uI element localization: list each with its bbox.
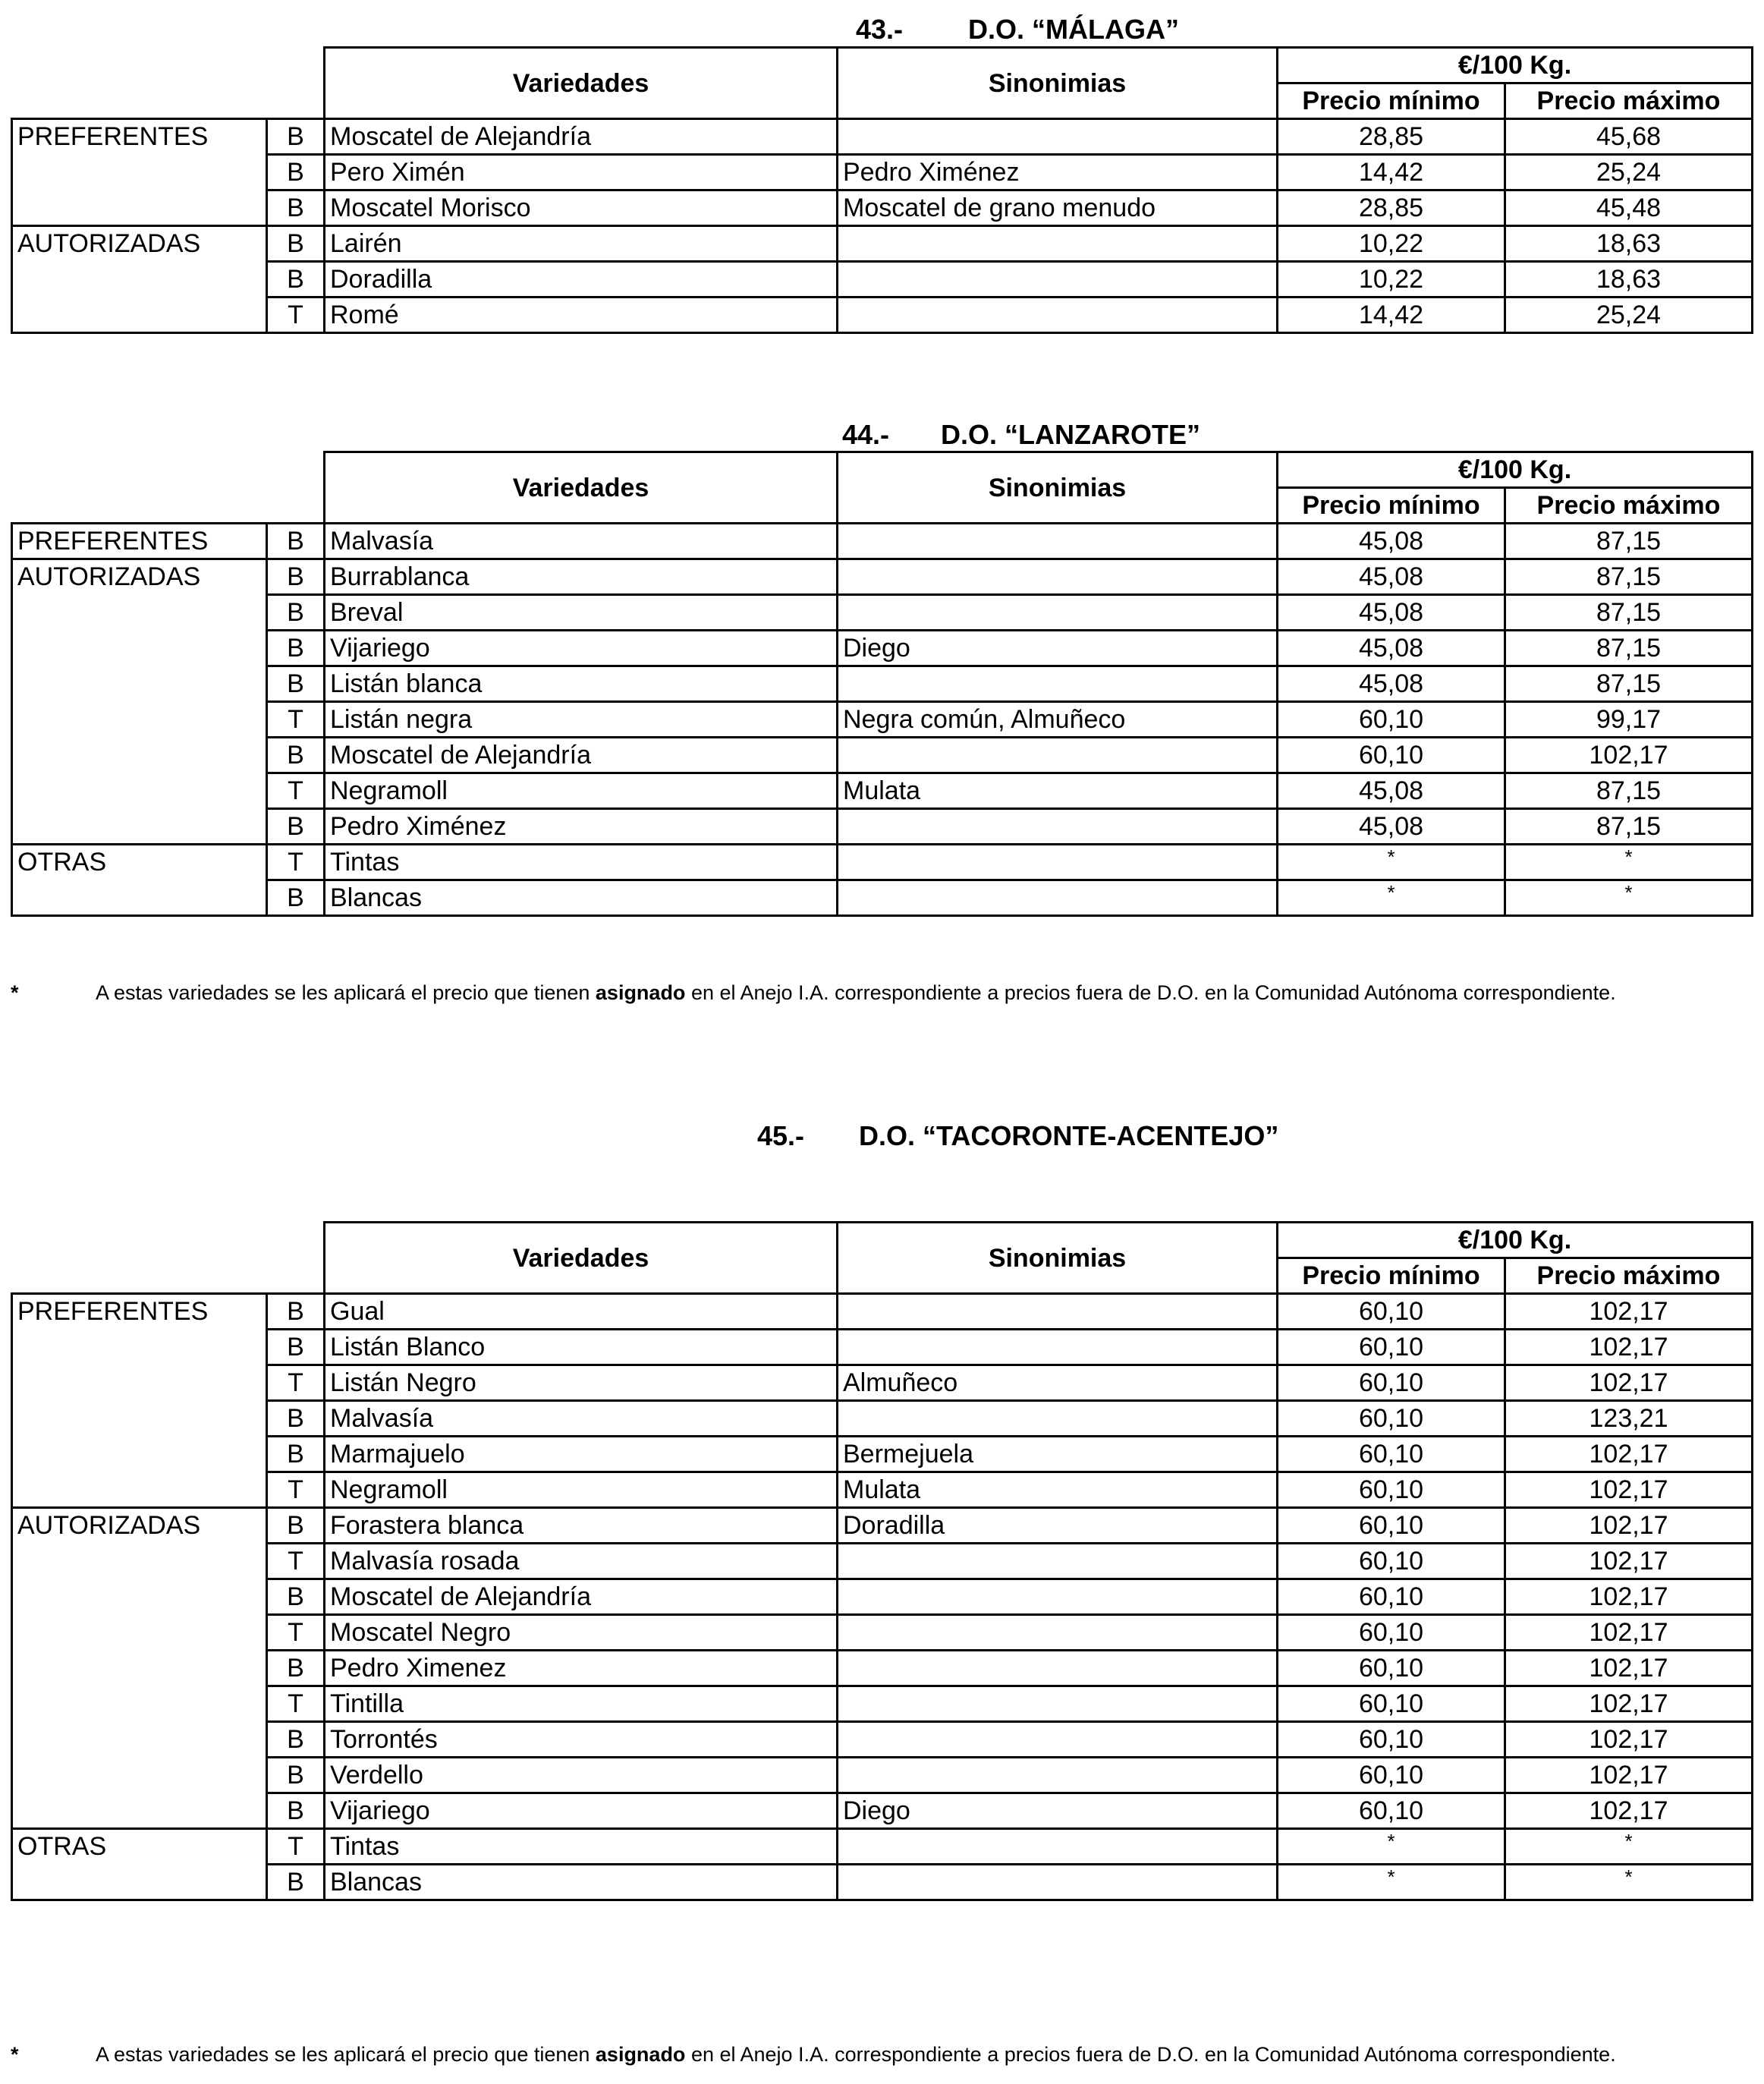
synonym: Diego [838, 631, 1278, 666]
price-min: 60,10 [1278, 1401, 1505, 1437]
price-min: * [1278, 880, 1505, 916]
variety-name: Malvasía rosada [325, 1544, 838, 1579]
price-max: 102,17 [1505, 738, 1753, 773]
synonym [838, 1722, 1278, 1758]
header-unit: €/100 Kg. [1278, 452, 1753, 488]
color-type: B [267, 631, 325, 666]
price-min: 60,10 [1278, 1686, 1505, 1722]
variety-name: Malvasía [325, 1401, 838, 1437]
category-label: OTRAS [12, 1829, 267, 1900]
price-table-tacoronte [11, 1221, 1753, 1901]
header-blank [12, 48, 325, 119]
color-type: T [267, 1472, 325, 1508]
table-row [12, 297, 1753, 333]
section-43-heading [856, 14, 1179, 46]
color-type: B [267, 524, 325, 559]
synonym: Moscatel de grano menudo [838, 190, 1278, 226]
price-min: 60,10 [1278, 1437, 1505, 1472]
color-type: B [267, 559, 325, 595]
price-min: 45,08 [1278, 809, 1505, 845]
color-type: T [267, 845, 325, 880]
price-max: 87,15 [1505, 773, 1753, 809]
price-min: * [1278, 1829, 1505, 1865]
table-row [12, 1330, 1753, 1365]
table-row [12, 190, 1753, 226]
variety-name: Listán Negro [325, 1365, 838, 1401]
price-max: 25,24 [1505, 155, 1753, 190]
color-type: B [267, 1722, 325, 1758]
synonym [838, 1579, 1278, 1615]
header-precio-maximo: Precio máximo [1505, 1258, 1753, 1294]
variety-name: Listán Blanco [325, 1330, 838, 1365]
section-45-heading [757, 1120, 1278, 1152]
price-max: * [1505, 880, 1753, 916]
price-min: 60,10 [1278, 1544, 1505, 1579]
table-row [12, 1401, 1753, 1437]
color-type: T [267, 1686, 325, 1722]
synonym: Mulata [838, 1472, 1278, 1508]
price-max: 87,15 [1505, 524, 1753, 559]
color-type: T [267, 1365, 325, 1401]
variety-name: Burrablanca [325, 559, 838, 595]
price-max: 45,68 [1505, 119, 1753, 155]
color-type: B [267, 1579, 325, 1615]
header-precio-minimo: Precio mínimo [1278, 83, 1505, 119]
price-min: 60,10 [1278, 1651, 1505, 1686]
variety-name: Moscatel de Alejandría [325, 119, 838, 155]
variety-name: Moscatel de Alejandría [325, 1579, 838, 1615]
header-row [12, 48, 1753, 83]
variety-name: Tintilla [325, 1686, 838, 1722]
synonym: Pedro Ximénez [838, 155, 1278, 190]
footnote-text-a: A estas variedades se les aplicará el precio que tienen [96, 981, 596, 1004]
header-variedades: Variedades [325, 1223, 838, 1294]
price-max: * [1505, 1865, 1753, 1900]
synonym [838, 666, 1278, 702]
table-row [12, 1365, 1753, 1401]
variety-name: Breval [325, 595, 838, 631]
price-min: 45,08 [1278, 773, 1505, 809]
category-label: PREFERENTES [12, 119, 267, 226]
price-max: 87,15 [1505, 809, 1753, 845]
price-table-malaga [11, 46, 1753, 334]
table-row [12, 1472, 1753, 1508]
synonym [838, 738, 1278, 773]
color-type: B [267, 666, 325, 702]
color-type: T [267, 1615, 325, 1651]
price-min: 10,22 [1278, 226, 1505, 262]
footnote-bold: asignado [595, 981, 686, 1004]
synonym [838, 595, 1278, 631]
header-sinonimias: Sinonimias [838, 1223, 1278, 1294]
category-label: AUTORIZADAS [12, 226, 267, 333]
color-type: B [267, 595, 325, 631]
color-type: B [267, 738, 325, 773]
section-44-heading [842, 419, 1200, 451]
header-unit: €/100 Kg. [1278, 48, 1753, 83]
price-max: 102,17 [1505, 1722, 1753, 1758]
table-row [12, 773, 1753, 809]
footnote-1 [11, 979, 1751, 1006]
variety-name: Romé [325, 297, 838, 333]
price-max: 102,17 [1505, 1472, 1753, 1508]
synonym: Bermejuela [838, 1437, 1278, 1472]
variety-name: Blancas [325, 1865, 838, 1900]
price-max: * [1505, 845, 1753, 880]
synonym [838, 1758, 1278, 1793]
price-max: 87,15 [1505, 631, 1753, 666]
price-min: 45,08 [1278, 595, 1505, 631]
color-type: T [267, 702, 325, 738]
category-label: OTRAS [12, 845, 267, 916]
variety-name: Moscatel Morisco [325, 190, 838, 226]
price-min: 60,10 [1278, 1508, 1505, 1544]
header-blank [12, 452, 325, 524]
header-variedades: Variedades [325, 48, 838, 119]
color-type: B [267, 1294, 325, 1330]
price-max: 87,15 [1505, 559, 1753, 595]
price-max: 102,17 [1505, 1651, 1753, 1686]
synonym: Negra común, Almuñeco [838, 702, 1278, 738]
synonym [838, 297, 1278, 333]
variety-name: Listán blanca [325, 666, 838, 702]
table-row [12, 1544, 1753, 1579]
table-row [12, 1294, 1753, 1330]
color-type: B [267, 1437, 325, 1472]
price-min: 45,08 [1278, 666, 1505, 702]
price-min: 60,10 [1278, 1793, 1505, 1829]
variety-name: Blancas [325, 880, 838, 916]
synonym [838, 845, 1278, 880]
section-number: 45.- [757, 1120, 805, 1151]
price-max: 102,17 [1505, 1508, 1753, 1544]
category-label: AUTORIZADAS [12, 1508, 267, 1829]
variety-name: Moscatel de Alejandría [325, 738, 838, 773]
header-sinonimias: Sinonimias [838, 452, 1278, 524]
table-row [12, 595, 1753, 631]
variety-name: Tintas [325, 845, 838, 880]
price-max: 87,15 [1505, 666, 1753, 702]
price-max: 45,48 [1505, 190, 1753, 226]
variety-name: Forastera blanca [325, 1508, 838, 1544]
variety-name: Gual [325, 1294, 838, 1330]
synonym [838, 809, 1278, 845]
price-max: 25,24 [1505, 297, 1753, 333]
price-min: 60,10 [1278, 1365, 1505, 1401]
table-row [12, 1865, 1753, 1900]
synonym: Mulata [838, 773, 1278, 809]
footnote-bold: asignado [595, 2043, 686, 2066]
color-type: B [267, 262, 325, 297]
table-row [12, 1615, 1753, 1651]
table-row [12, 1686, 1753, 1722]
category-label: PREFERENTES [12, 1294, 267, 1508]
table-row [12, 666, 1753, 702]
price-min: 28,85 [1278, 190, 1505, 226]
table-row [12, 845, 1753, 880]
variety-name: Marmajuelo [325, 1437, 838, 1472]
synonym [838, 524, 1278, 559]
variety-name: Tintas [325, 1829, 838, 1865]
price-min: 60,10 [1278, 1472, 1505, 1508]
table-row [12, 1722, 1753, 1758]
price-min: 10,22 [1278, 262, 1505, 297]
header-blank [12, 1223, 325, 1294]
table-row [12, 738, 1753, 773]
variety-name: Torrontés [325, 1722, 838, 1758]
price-min: 60,10 [1278, 1294, 1505, 1330]
table-row [12, 1793, 1753, 1829]
price-max: 123,21 [1505, 1401, 1753, 1437]
synonym [838, 1651, 1278, 1686]
price-min: 60,10 [1278, 702, 1505, 738]
color-type: B [267, 155, 325, 190]
variety-name: Pedro Ximenez [325, 1651, 838, 1686]
color-type: B [267, 1865, 325, 1900]
variety-name: Lairén [325, 226, 838, 262]
category-label: AUTORIZADAS [12, 559, 267, 845]
price-max: 102,17 [1505, 1686, 1753, 1722]
table-row [12, 524, 1753, 559]
footnote-2 [11, 2041, 1751, 2068]
variety-name: Verdello [325, 1758, 838, 1793]
price-max: 102,17 [1505, 1793, 1753, 1829]
color-type: B [267, 190, 325, 226]
price-max: 87,15 [1505, 595, 1753, 631]
footnote-mark: * [11, 981, 19, 1004]
table-row [12, 262, 1753, 297]
variety-name: Vijariego [325, 1793, 838, 1829]
color-type: B [267, 880, 325, 916]
color-type: T [267, 773, 325, 809]
header-precio-minimo: Precio mínimo [1278, 488, 1505, 524]
price-min: 60,10 [1278, 738, 1505, 773]
color-type: T [267, 297, 325, 333]
table-row [12, 226, 1753, 262]
synonym: Almuñeco [838, 1365, 1278, 1401]
synonym [838, 1401, 1278, 1437]
color-type: B [267, 809, 325, 845]
synonym [838, 1865, 1278, 1900]
section-title: D.O. “LANZAROTE” [941, 419, 1200, 450]
variety-name: Listán negra [325, 702, 838, 738]
variety-name: Malvasía [325, 524, 838, 559]
footnote-mark: * [11, 2043, 19, 2066]
header-sinonimias: Sinonimias [838, 48, 1278, 119]
price-max: 102,17 [1505, 1544, 1753, 1579]
price-max: 18,63 [1505, 262, 1753, 297]
price-max: 102,17 [1505, 1365, 1753, 1401]
header-precio-maximo: Precio máximo [1505, 83, 1753, 119]
header-precio-minimo: Precio mínimo [1278, 1258, 1505, 1294]
price-min: * [1278, 1865, 1505, 1900]
price-max: 99,17 [1505, 702, 1753, 738]
table-row [12, 559, 1753, 595]
variety-name: Pedro Ximénez [325, 809, 838, 845]
table-row [12, 119, 1753, 155]
synonym [838, 559, 1278, 595]
price-min: 14,42 [1278, 297, 1505, 333]
variety-name: Doradilla [325, 262, 838, 297]
section-title: D.O. “MÁLAGA” [968, 14, 1179, 45]
header-row [12, 452, 1753, 488]
synonym [838, 880, 1278, 916]
price-min: 28,85 [1278, 119, 1505, 155]
synonym [838, 1294, 1278, 1330]
price-min: 60,10 [1278, 1615, 1505, 1651]
table-row [12, 880, 1753, 916]
synonym [838, 262, 1278, 297]
footnote-text-a: A estas variedades se les aplicará el precio que tienen [96, 2043, 596, 2066]
header-row [12, 1223, 1753, 1258]
table-row [12, 631, 1753, 666]
table-row [12, 1579, 1753, 1615]
color-type: B [267, 226, 325, 262]
synonym [838, 1829, 1278, 1865]
color-type: B [267, 1330, 325, 1365]
table-row [12, 702, 1753, 738]
price-min: 60,10 [1278, 1758, 1505, 1793]
variety-name: Pero Ximén [325, 155, 838, 190]
color-type: B [267, 1508, 325, 1544]
price-max: 18,63 [1505, 226, 1753, 262]
color-type: B [267, 1758, 325, 1793]
color-type: B [267, 1651, 325, 1686]
table-row [12, 809, 1753, 845]
price-min: 45,08 [1278, 559, 1505, 595]
table-row [12, 1651, 1753, 1686]
header-variedades: Variedades [325, 452, 838, 524]
price-min: 60,10 [1278, 1330, 1505, 1365]
table-row [12, 1437, 1753, 1472]
price-max: * [1505, 1829, 1753, 1865]
variety-name: Negramoll [325, 773, 838, 809]
synonym [838, 1544, 1278, 1579]
header-precio-maximo: Precio máximo [1505, 488, 1753, 524]
variety-name: Moscatel Negro [325, 1615, 838, 1651]
synonym [838, 226, 1278, 262]
color-type: T [267, 1544, 325, 1579]
synonym: Doradilla [838, 1508, 1278, 1544]
price-min: 14,42 [1278, 155, 1505, 190]
synonym: Diego [838, 1793, 1278, 1829]
price-min: 45,08 [1278, 631, 1505, 666]
table-row [12, 1829, 1753, 1865]
synonym [838, 119, 1278, 155]
price-max: 102,17 [1505, 1615, 1753, 1651]
variety-name: Vijariego [325, 631, 838, 666]
section-title: D.O. “TACORONTE-ACENTEJO” [859, 1120, 1279, 1151]
table-row [12, 1508, 1753, 1544]
table-row [12, 155, 1753, 190]
price-max: 102,17 [1505, 1758, 1753, 1793]
variety-name: Negramoll [325, 1472, 838, 1508]
header-unit: €/100 Kg. [1278, 1223, 1753, 1258]
price-table-lanzarote [11, 451, 1753, 917]
section-number: 43.- [856, 14, 904, 45]
color-type: B [267, 1793, 325, 1829]
price-min: 60,10 [1278, 1722, 1505, 1758]
price-max: 102,17 [1505, 1330, 1753, 1365]
color-type: T [267, 1829, 325, 1865]
synonym [838, 1615, 1278, 1651]
synonym [838, 1330, 1278, 1365]
price-min: 45,08 [1278, 524, 1505, 559]
section-number: 44.- [842, 419, 890, 450]
price-max: 102,17 [1505, 1294, 1753, 1330]
table-row [12, 1758, 1753, 1793]
price-max: 102,17 [1505, 1437, 1753, 1472]
price-min: * [1278, 845, 1505, 880]
synonym [838, 1686, 1278, 1722]
price-min: 60,10 [1278, 1579, 1505, 1615]
color-type: B [267, 1401, 325, 1437]
category-label: PREFERENTES [12, 524, 267, 559]
footnote-text-b: en el Anejo I.A. correspondiente a precios fuera de D.O. en la Comunidad Autónoma correspondiente. [685, 981, 1616, 1004]
footnote-text-b: en el Anejo I.A. correspondiente a precios fuera de D.O. en la Comunidad Autónoma correspondiente. [685, 2043, 1616, 2066]
price-max: 102,17 [1505, 1579, 1753, 1615]
color-type: B [267, 119, 325, 155]
